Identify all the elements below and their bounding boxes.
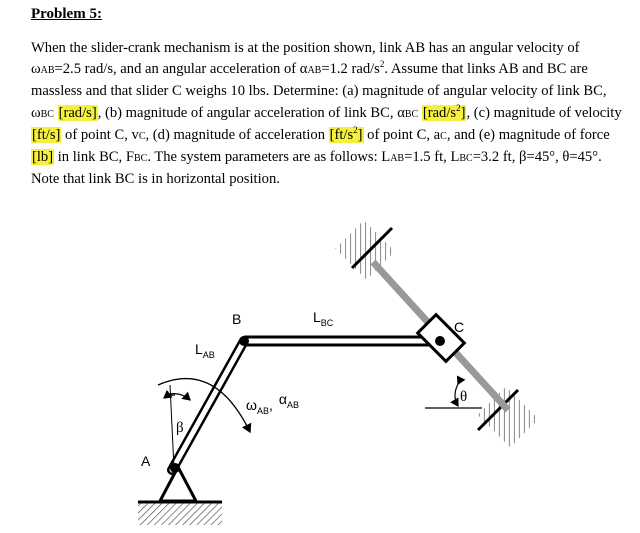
line-5b: , (d) magnitude of acceleration [145,126,329,143]
line-2a: =2.5 rad/s, and an angular acceleration of [54,61,300,78]
line-5c: of point C, a [363,126,441,143]
line-6a: in link BC, F [54,149,134,166]
ac-subscript: C [440,130,447,142]
omega-bc-subscript: BC [40,108,54,120]
omega-bc-symbol: ω [31,104,41,121]
alpha-bc-symbol: α [397,104,405,121]
beta-arc-start [164,395,175,398]
alpha-ab-subscript: AB [307,65,322,77]
unit-ft-s2-b: ] [357,126,363,143]
line-5d: , and (e) magnitude of force [446,126,610,143]
lower-wall [478,387,539,448]
unit-highlight-ft-s: [ft/s] [32,126,61,143]
problem-title: Problem 5: [31,6,102,22]
omega-ab-symbol: ω [31,61,41,78]
theta-arc [455,384,458,406]
squared-3: 2 [353,124,358,135]
line-4a: , (b) magnitude of angular acceleration of link BC, [97,104,398,121]
line-2b: =1.2 rad/s [321,61,380,78]
line-6c: =1.5 ft, L [404,149,460,166]
pin-c [435,336,445,346]
squared-1: 2 [379,59,385,70]
ground-support-a [138,467,222,525]
label-theta: θ [460,389,468,405]
line-5a: of point C, v [61,126,139,143]
pin-a [170,463,180,473]
unit-highlight-rad-s: [rad/s] [58,104,97,121]
label-lab: $L_{AB}$ [195,341,215,360]
line-2c: . Assume that links AB and BC are [384,61,588,78]
upper-wall [335,220,394,279]
label-b: B [232,311,242,327]
label-beta: β [176,420,184,436]
alpha-ab-symbol: α [299,61,308,78]
unit-ft-s2-a: [ft/s [329,126,354,143]
squared-2: 2 [456,102,461,113]
alpha-bc-subscript: BC [404,108,419,120]
label-c: C [454,319,465,335]
beta-reference-line [170,385,174,468]
unit-highlight-lb: [lb] [32,149,54,166]
line-4b: , (c) magnitude of velocity [466,104,622,121]
vc-subscript: C [138,130,146,142]
unit-rad-s2-a: [rad/s [422,104,457,121]
line-6d: =3.2 ft, β=45°, θ=45°. [472,149,602,166]
line-7: Note that link BC is in horizontal position. [31,171,280,188]
unit-rad-s2-b: ] [460,104,466,121]
lbc-subscript: BC [459,153,473,165]
line-3: massless and that slider C weighs 10 lbs. Determine: (a) magnitude of angular velocity of link BC, [31,83,607,100]
omega-ab-subscript: AB [40,65,55,77]
label-lbc: $L_{BC}$ [313,309,334,328]
line-1: When the slider-crank mechanism is at the position shown, link AB has an angular velocity of [31,40,580,56]
lab-subscript: AB [390,153,405,165]
label-a: A [141,453,151,469]
fbc-subscript: BC [133,153,148,165]
label-omega-alpha: $\omega_{AB}$, $\alpha_{AB}$ [246,391,299,416]
pin-b [239,336,249,346]
line-6b: . The system parameters are as follows: L [147,149,391,166]
